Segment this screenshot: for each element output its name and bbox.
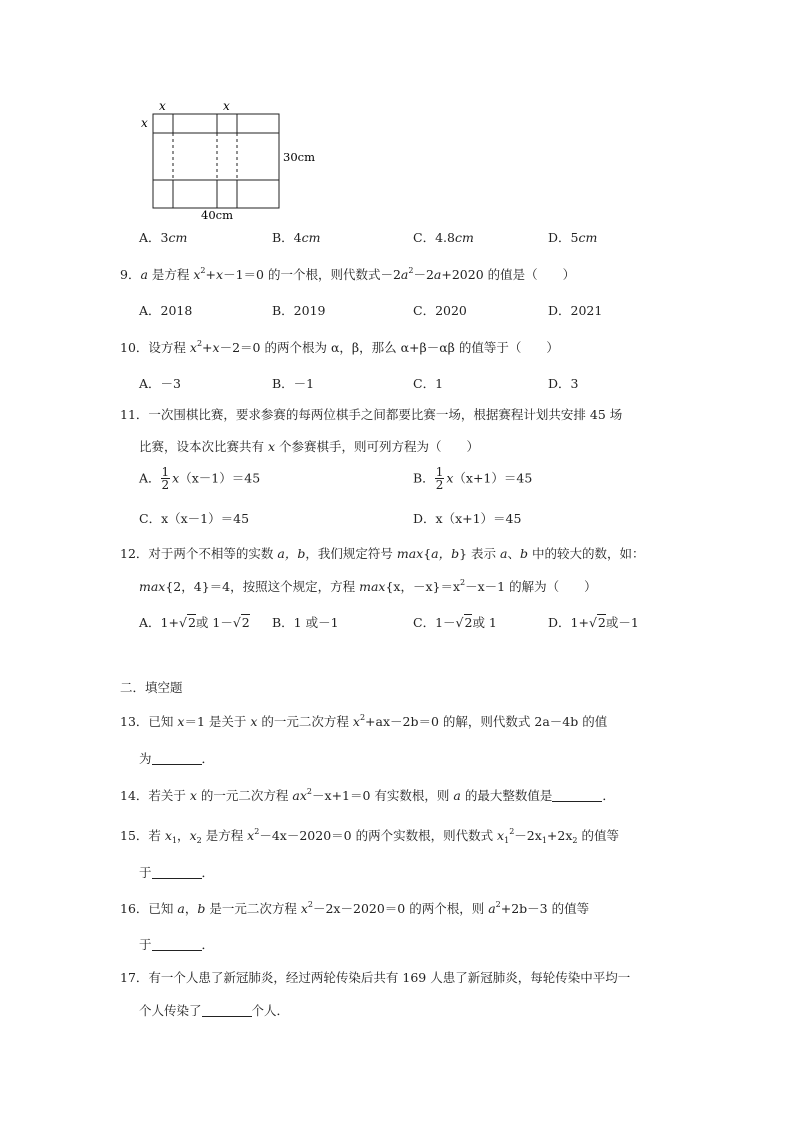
section-title-fill-in: 二．填空题	[120, 680, 183, 695]
question-11-line-1: 11．一次围棋比赛，要求参赛的每两位棋手之间都要比赛一场，根据赛程计划共安排 45 场	[120, 407, 623, 422]
answer-blank[interactable]	[152, 938, 202, 951]
q10-option-c: C．1	[413, 376, 444, 391]
label-x-top-mid: x	[223, 99, 230, 113]
question-14: 14．若关于 x 的一元二次方程 $ax^2-x+1=0$ 有实数根，则 a 的最大整数值是 ．	[120, 787, 615, 803]
label-x-top-left: x	[159, 99, 166, 113]
answer-blank[interactable]	[552, 789, 602, 802]
question-16-line-2: 于 ．	[139, 937, 215, 952]
answer-blank[interactable]	[202, 1004, 252, 1017]
q12-option-d: D．1+√2或－1	[548, 615, 639, 630]
q11-option-b: B． $\frac{1}{2}$ x（x+1）＝45	[413, 465, 533, 492]
q8-option-c: C．4.8cm	[413, 230, 474, 245]
q8-option-a: A．3cm	[139, 230, 188, 245]
q12-option-c: C．1－√2或 1	[413, 615, 497, 630]
label-x-left: x	[141, 116, 148, 130]
q8-option-b: B．4cm	[272, 230, 321, 245]
question-13-line-1: 13．已知 x＝1 是关于 x 的一元二次方程 $x^2+ax-2b=0$ 的解，则代数式 2a－4b 的值	[120, 713, 608, 729]
question-15-line-2: 于 ．	[139, 865, 215, 880]
question-16-line-1: 16．已知 a，b 是一元二次方程 $x^2-2x-2020=0$ 的两个根，则 $a^2+2b-3$ 的值等	[120, 900, 590, 916]
fraction-one-half: $\frac{1}{2}$	[161, 465, 170, 492]
q9-option-a: A．2018	[139, 303, 193, 318]
label-width: 40cm	[201, 208, 233, 221]
q9-option-b: B．2019	[272, 303, 326, 318]
question-15-line-1: 15．若 $x_1$，$x_2$ 是方程 $x^2-4x-2020=0$ 的两个实数根，则代数式 $x_1^2-2x_1+2x_2$ 的值等	[120, 827, 619, 845]
q10-option-b: B．－1	[272, 376, 315, 391]
question-12-line-2: max{2，4}＝4，按照这个规定，方程 max{x，$-x\}=x^2-x-1$ 的解为（ ）	[139, 578, 597, 594]
question-10: 10．设方程 $x^2+x-2=0$ 的两个根为 α，β，那么 α+β－αβ 的值等于（ ）	[120, 339, 559, 355]
question-9: 9．a 是方程 $x^2+x-1=0$ 的一个根，则代数式$-2a^2-2a+2020$ 的值是（ ）	[120, 266, 576, 282]
q12-option-a: A．1+√2或 1－√2	[139, 615, 250, 630]
question-12-line-1: 12．对于两个不相等的实数 a，b，我们规定符号 max{a，b} 表示 a、b 中的较大的数，如：	[120, 546, 645, 561]
question-11-line-2: 比赛，设本次比赛共有 x 个参赛棋手，则可列方程为（ ）	[139, 439, 480, 454]
q9-option-c: C．2020	[413, 303, 467, 318]
question-17-line-2: 个人传染了 个人．	[139, 1003, 290, 1018]
fraction-one-half: $\frac{1}{2}$	[435, 465, 444, 492]
answer-blank[interactable]	[152, 866, 202, 879]
box-net-figure	[135, 96, 335, 221]
q11-option-c: C．x（x－1）＝45	[139, 511, 250, 526]
outer-rectangle	[153, 114, 279, 208]
q11-option-a: A． $\frac{1}{2}$ x（x－1）＝45	[139, 465, 261, 492]
label-height: 30cm	[283, 150, 315, 164]
q11-option-d: D．x（x+1）＝45	[413, 511, 522, 526]
q9-option-d: D．2021	[548, 303, 603, 318]
q12-option-b: B．1 或－1	[272, 615, 339, 630]
answer-blank[interactable]	[152, 752, 202, 765]
q8-option-d: D．5cm	[548, 230, 598, 245]
q10-option-d: D．3	[548, 376, 579, 391]
q10-option-a: A．－3	[139, 376, 181, 391]
question-13-line-2: 为 ．	[139, 751, 215, 766]
question-17-line-1: 17．有一个人患了新冠肺炎，经过两轮传染后共有 169 人患了新冠肺炎，每轮传染中平均一	[120, 970, 631, 985]
